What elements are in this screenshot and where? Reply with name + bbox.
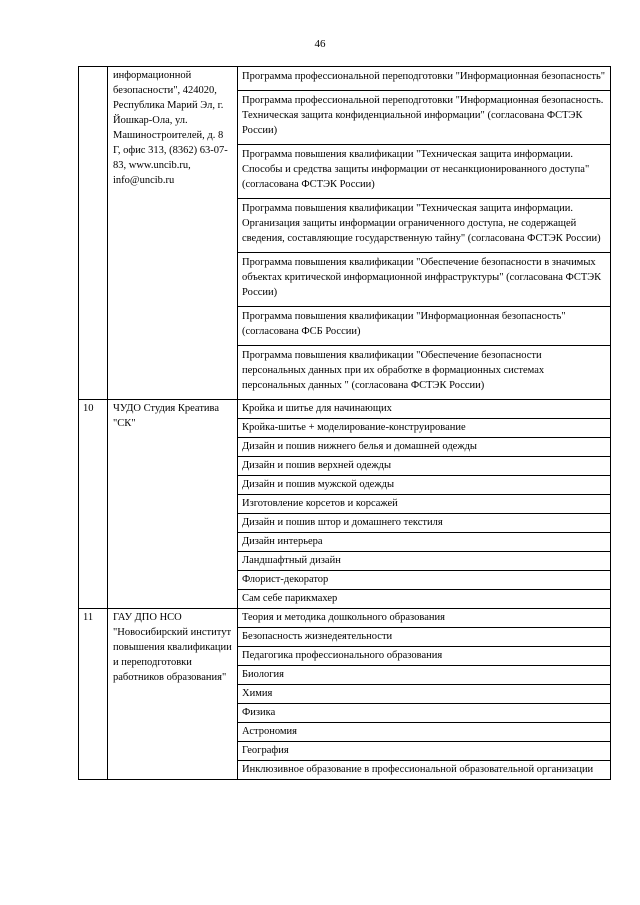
row-number-cell: 11 [79,609,108,780]
program-cell: Сам себе парикмахер [238,590,611,609]
program-cell: Химия [238,685,611,704]
program-cell: Педагогика профессионального образования [238,647,611,666]
program-cell: Дизайн и пошив штор и домашнего текстиля [238,514,611,533]
program-cell: Астрономия [238,723,611,742]
table-row [79,67,611,91]
program-cell: Кройка-шитье + моделирование-конструирование [238,419,611,438]
program-cell: Программа повышения квалификации "Информационная безопасность" (согласована ФСБ России) [238,307,611,346]
organization-cell: ЧУДО Студия Креатива "СК" [108,400,238,609]
program-cell: Программа повышения квалификации "Техническая защита информации. Организация защиты информации ограниченного доступа, не содержащей сведения, составляющие государственную тайну" (согласована ФСТЭК России) [238,199,611,253]
table-row [79,400,611,419]
programs-table [78,66,611,780]
table-row [79,609,611,628]
table-body [79,67,611,780]
program-cell: Программа профессиональной переподготовки "Информационная безопасность" [238,67,611,91]
row-number-cell [79,67,108,400]
program-cell: Биология [238,666,611,685]
program-cell: Программа профессиональной переподготовки "Информационная безопасность. Техническая защита конфиденциальной информации" (согласована ФСТЭК России) [238,91,611,145]
program-cell: Безопасность жизнедеятельности [238,628,611,647]
program-cell: Кройка и шитье для начинающих [238,400,611,419]
row-number-cell: 10 [79,400,108,609]
program-cell: Программа повышения квалификации "Обеспечение безопасности в значимых объектах критической информационной инфраструктуры" (согласована ФСТЭК России) [238,253,611,307]
program-cell: Инклюзивное образование в профессиональной образовательной организации [238,761,611,780]
program-cell: Изготовление корсетов и корсажей [238,495,611,514]
program-cell: Дизайн и пошив нижнего белья и домашней одежды [238,438,611,457]
program-cell: Программа повышения квалификации "Техническая защита информации. Способы и средства защиты информации от несанкционированного доступа" (согласована ФСТЭК России) [238,145,611,199]
program-cell: Флорист-декоратор [238,571,611,590]
program-cell: Дизайн и пошив мужской одежды [238,476,611,495]
program-cell: Дизайн интерьера [238,533,611,552]
organization-cell: информационной безопасности", 424020, Республика Марий Эл, г. Йошкар-Ола, ул. Машиностроителей, д. 8 Г, офис 313, (8362) 63-07-83, www.uncib.ru, info@uncib.ru [108,67,238,400]
program-cell: Дизайн и пошив верхней одежды [238,457,611,476]
program-cell: Ландшафтный дизайн [238,552,611,571]
program-cell: Теория и методика дошкольного образования [238,609,611,628]
program-cell: География [238,742,611,761]
organization-cell: ГАУ ДПО НСО "Новосибирский институт повышения квалификации и переподготовки работников образования" [108,609,238,780]
program-cell: Программа повышения квалификации "Обеспечение безопасности персональных данных при их обработке в формационных системах персональных данных " (согласована ФСТЭК России) [238,346,611,400]
program-cell: Физика [238,704,611,723]
page-number: 46 [314,38,326,50]
